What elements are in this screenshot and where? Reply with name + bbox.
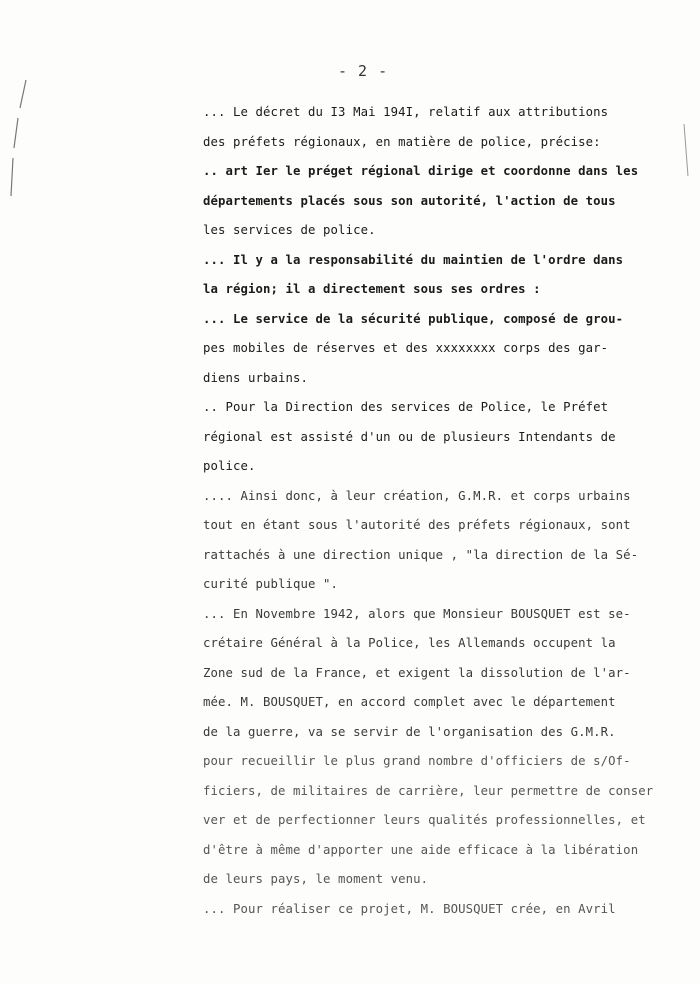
text-line: .. Pour la Direction des services de Police, le Préfet (203, 400, 609, 414)
text-line: la région; il a directement sous ses ordres : (203, 282, 541, 296)
text-line: départements placés sous son autorité, l'action de tous (203, 193, 616, 208)
text-line: Zone sud de la France, et exigent la dissolution de l'ar- (203, 665, 631, 680)
text-line: ... Il y a la responsabilité du maintien de l'ordre dans (203, 252, 624, 267)
text-line: .... Ainsi donc, à leur création, G.M.R. et corps urbains (203, 488, 631, 503)
text-line: tout en étant sous l'autorité des préfets régionaux, sont (203, 518, 631, 532)
text-line: pes mobiles de réserves et des xxxxxxxx corps des gar- (203, 341, 609, 355)
text-line: police. (203, 459, 256, 473)
text-line: diens urbains. (203, 370, 309, 385)
text-line: de leurs pays, le moment venu. (203, 872, 429, 886)
edge-mark (680, 120, 694, 180)
text-line: ver et de perfectionner leurs qualités professionnelles, et (203, 813, 646, 827)
text-line: pour recueillir le plus grand nombre d'officiers de s/Of- (203, 754, 631, 768)
text-line: ... Le service de la sécurité publique, composé de grou- (203, 311, 624, 326)
text-line: mée. M. BOUSQUET, en accord complet avec le département (203, 695, 616, 709)
text-line: .. art Ier le préget régional dirige et coordonne dans les (203, 164, 639, 178)
text-line: ... En Novembre 1942, alors que Monsieur BOUSQUET est se- (203, 606, 631, 621)
text-line: ... Le décret du I3 Mai 194I, relatif aux attributions (203, 105, 609, 119)
typed-text-body (203, 98, 673, 924)
text-line: crétaire Général à la Police, les Allemands occupent la (203, 636, 616, 650)
text-line: rattachés à une direction unique , "la direction de la Sé- (203, 547, 639, 562)
margin-pencil-mark (8, 78, 30, 198)
text-line: ... Pour réaliser ce projet, M. BOUSQUET crée, en Avril (203, 901, 616, 916)
page-number: - 2 - (338, 62, 389, 80)
text-line: les services de police. (203, 223, 376, 237)
text-line: ficiers, de militaires de carrière, leur permettre de conser (203, 783, 654, 798)
text-line: de la guerre, va se servir de l'organisation des G.M.R. (203, 724, 616, 739)
text-line: régional est assisté d'un ou de plusieurs Intendants de (203, 429, 616, 444)
text-line: curité publique ". (203, 577, 339, 591)
text-line: d'être à même d'apporter une aide efficace à la libération (203, 842, 639, 857)
text-line: des préfets régionaux, en matière de police, précise: (203, 134, 601, 149)
